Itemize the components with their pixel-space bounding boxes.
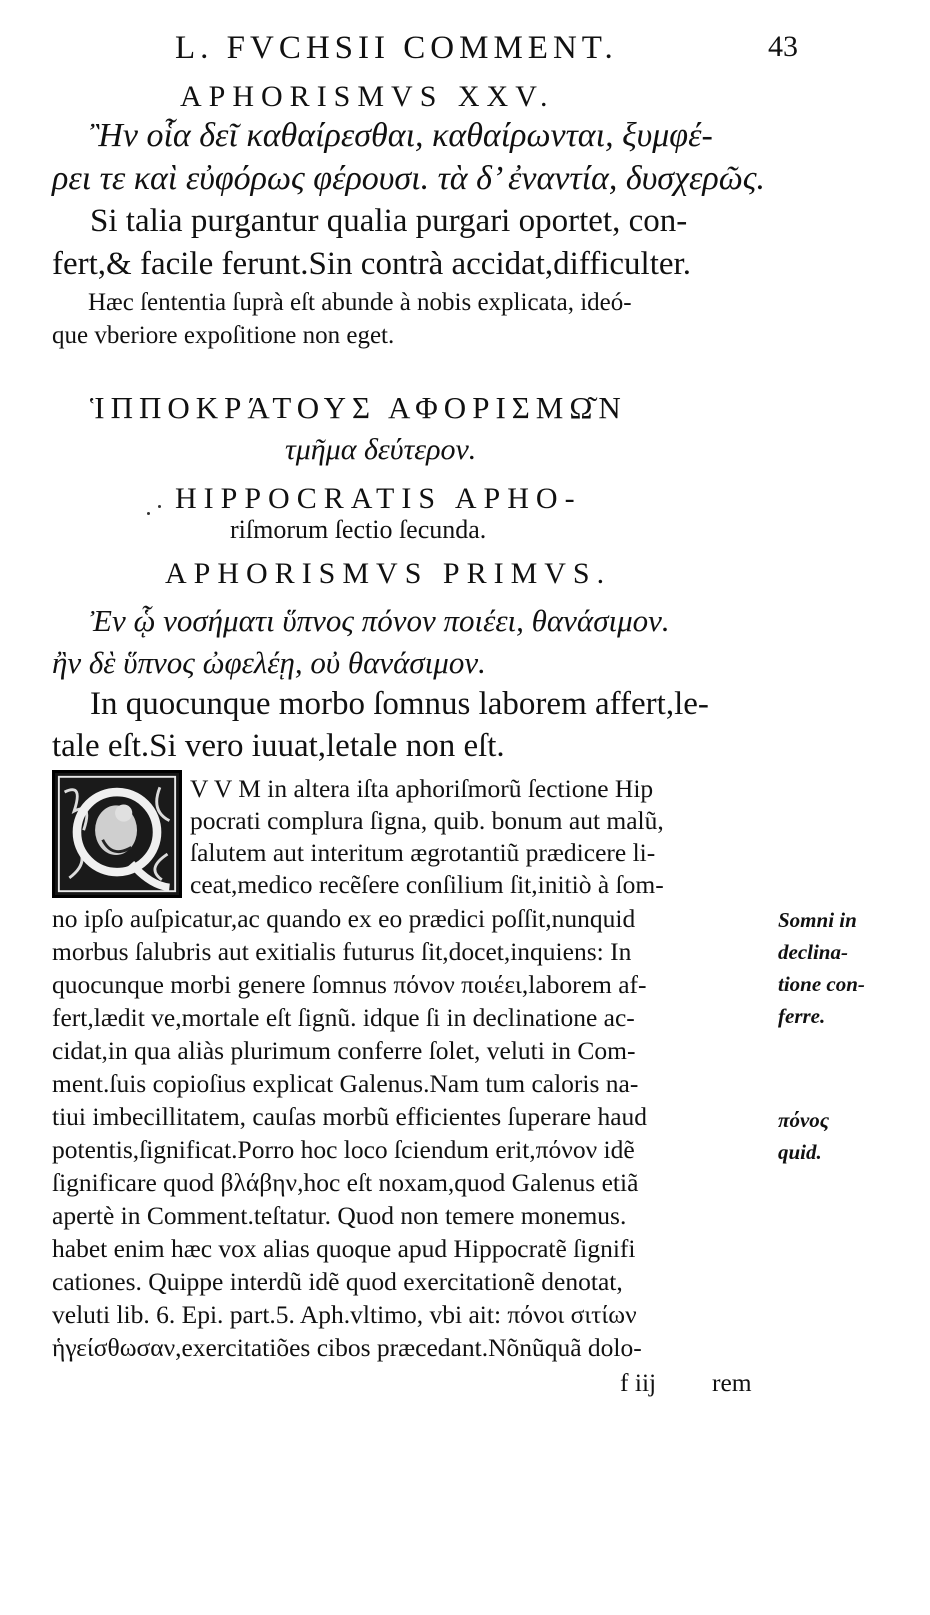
commentary-line-4: ceat,medico recẽſere conſilium ſit,initiò à ſom-	[190, 870, 664, 899]
aphorism-1-greek-line-1: Ἐν ᾧ νοσήματι ὕπνος πόνον ποιέει, θανάσιμον.	[90, 603, 670, 638]
section-greek-title: ἹΠΠΟΚΡΆΤΟΥΣ ΑΦΟΡΙΣΜΩ͂Ν	[90, 390, 627, 425]
commentary-line-12: potentis,ſignificat.Porro hoc loco ſciendum erit,πόνον idẽ	[52, 1135, 635, 1164]
aphorism-1-latin-line-2: tale eſt.Si vero iuuat,letale non eſt.	[52, 728, 505, 764]
commentary-line-10: ment.ſuis copioſius explicat Galenus.Nam tum caloris na-	[52, 1069, 639, 1098]
initial-letter	[148, 772, 181, 825]
commentary-line-16: cationes. Quippe interdũ idẽ quod exercitationẽ denotat,	[52, 1267, 623, 1296]
aphorism-25-latin-line-1: Si talia purgantur qualia purgari oportet, con-	[90, 203, 688, 239]
margin-note-1-line-3: tione con-	[778, 972, 865, 996]
aphorism-25-note-line-1: Hæc ſententia ſuprà eſt abunde à nobis explicata, ideó-	[88, 289, 632, 316]
aphorism-25-greek-line-1: Ἢν οἷα δεῖ καθαίρεσθαι, καθαίρωνται, ξυμφέ-	[90, 117, 713, 154]
aphorism-1-heading: APHORISMVS PRIMVS.	[165, 557, 612, 590]
commentary-line-15: habet enim hæc vox alias quoque apud Hippocratẽ ſignifi	[52, 1234, 636, 1263]
commentary-line-9: cidat,in qua aliàs plurimum conferre ſolet, veluti in Com-	[52, 1036, 636, 1065]
aphorism-1-latin-line-1: In quocunque morbo ſomnus laborem affert,le-	[90, 686, 709, 722]
commentary-line-14: apertè in Comment.teſtatur. Quod non temere monemus.	[52, 1201, 627, 1230]
stray-dot	[158, 505, 161, 508]
signature-mark: f iij	[620, 1368, 657, 1397]
section-greek-subtitle: τμῆμα δεύτερον.	[285, 433, 477, 466]
commentary-line-8: fert,lædit ve,mortale eſt ſignũ. idque ſi in declinatione ac-	[52, 1003, 635, 1032]
aphorism-25-greek-line-2: ρει τε καὶ εὐφόρως φέρουσι. τὰ δ’ ἐναντία, δυσχερῶς.	[52, 160, 766, 197]
commentary-line-7: quocunque morbi genere ſomnus πόνον ποιέει,laborem af-	[52, 970, 647, 999]
aphorism-25-latin-line-2: fert,& facile ferunt.Sin contrà accidat,difficulter.	[52, 246, 691, 282]
commentary-line-2: pocrati complura ſigna, quib. bonum aut malũ,	[190, 806, 664, 835]
commentary-line-6: morbus ſalubris aut exitialis futurus ſit,docet,inquiens: In	[52, 937, 632, 966]
commentary-line-11: tiui imbecillitatem, cauſas morbũ efficientes ſuperare haud	[52, 1102, 648, 1131]
margin-note-1-line-4: ferre.	[778, 1004, 826, 1028]
commentary-line-1: V V M in altera iſta aphoriſmorũ ſectione Hip	[190, 774, 654, 803]
margin-note-1-line-2: declina-	[778, 940, 848, 964]
aphorism-25-note-line-2: que vberiore expoſitione non eget.	[52, 322, 395, 349]
aphorism-1-greek-line-2: ἢν δὲ ὕπνος ὠφελέῃ, οὐ θανάσιμον.	[52, 645, 486, 680]
page-number: 43	[768, 30, 798, 63]
commentary-line-5: no ipſo auſpicatur,ac quando ex eo prædici poſſit,nunquid	[52, 904, 636, 933]
commentary-line-17: veluti lib. 6. Epi. part.5. Aph.vltimo, vbi ait: πόνοι σιτίων	[52, 1300, 637, 1329]
commentary-line-13: ſignificare quod βλάβην,hoc eſt noxam,quod Galenus etiã	[52, 1168, 639, 1197]
running-head: L. FVCHSII COMMENT.	[175, 30, 618, 66]
commentary-line-3: ſalutem aut interitum ægrotantiũ prædicere li-	[190, 838, 656, 867]
margin-note-1-line-1: Somni in	[778, 908, 857, 932]
stray-dot	[147, 512, 150, 515]
catchword: rem	[712, 1368, 752, 1397]
section-latin-title: HIPPOCRATIS APHO-	[175, 482, 582, 515]
commentary-line-18: ἡγείσθωσαν,exercitatiões cibos præcedant.Nõnũquã dolo-	[52, 1333, 642, 1362]
margin-note-2-line-1: πόνος	[778, 1108, 830, 1132]
margin-note-2-line-2: quid.	[778, 1140, 822, 1164]
aphorism-25-heading: APHORISMVS XXV.	[180, 80, 555, 113]
section-latin-subtitle: riſmorum ſectio ſecunda.	[230, 515, 487, 544]
